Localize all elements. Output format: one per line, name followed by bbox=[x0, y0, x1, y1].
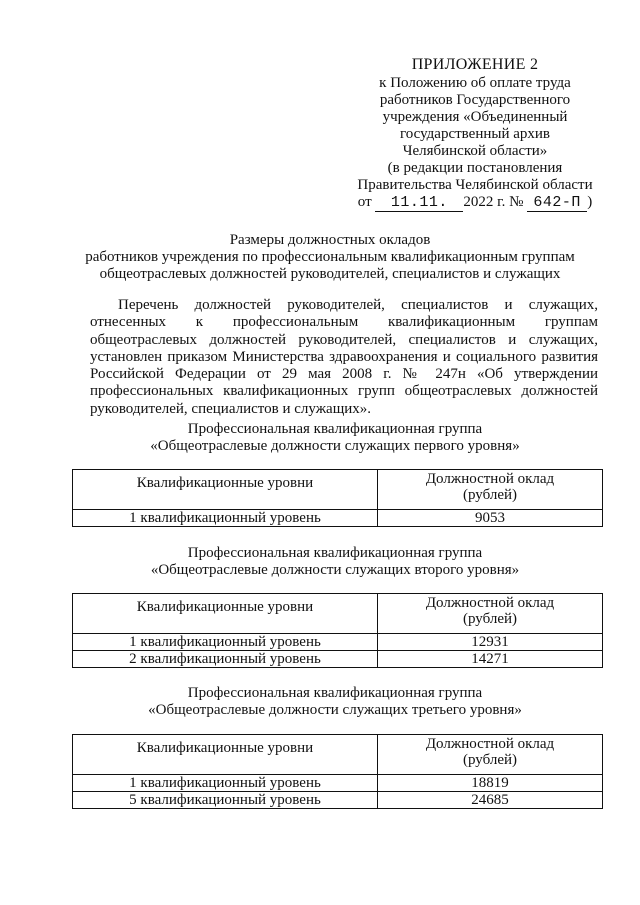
salary-table bbox=[72, 593, 603, 668]
heading-line: Размеры должностных окладов bbox=[229, 232, 431, 248]
group-title-line: «Общеотраслевые должности служащих первого уровня» bbox=[150, 438, 520, 454]
level-cell: 2 квалификационный уровень bbox=[73, 651, 378, 668]
resolution-date-line bbox=[340, 194, 610, 212]
table-row bbox=[73, 510, 603, 527]
group-title-line: Профессиональная квалификационная группа bbox=[187, 545, 483, 561]
heading-line: общеотраслевых должностей руководителей, специалистов и служащих bbox=[99, 266, 561, 282]
appendix-title: ПРИЛОЖЕНИЕ 2 bbox=[411, 56, 539, 73]
level-cell: 1 квалификационный уровень bbox=[73, 775, 378, 792]
group-title-line: Профессиональная квалификационная группа bbox=[187, 421, 483, 437]
group-title-line: «Общеотраслевые должности служащих второго уровня» bbox=[150, 562, 520, 578]
header-salary-unit: (рублей) bbox=[462, 611, 518, 627]
salary-cell: 9053 bbox=[378, 510, 603, 527]
date-year: 2022 г. № bbox=[463, 194, 524, 210]
resolution-number-value: 642-П bbox=[533, 194, 581, 211]
resolution-date-value: 11.11. bbox=[390, 194, 448, 211]
salary-table bbox=[72, 469, 603, 527]
appendix-line: Челябинской области» bbox=[402, 143, 548, 159]
table-row bbox=[73, 634, 603, 651]
table-header-row bbox=[73, 735, 603, 775]
header-salary-unit: (рублей) bbox=[462, 752, 518, 768]
group-title bbox=[120, 685, 550, 719]
document-heading bbox=[60, 232, 600, 283]
intro-paragraph-text: Перечень должностей руководителей, специалистов и служащих, отнесенных к профессиональным квалификационным группам общеотраслевых должностей руководителей, специалистов и служащих, установлен приказом Министерства здравоохранения и социального развития Российской Федерации от 29 мая 2008 г. № 247н «Об утверждении профессиональных квалификационных групп общеотраслевых должностей руководителей, специалистов и служащих». bbox=[90, 297, 598, 417]
appendix-line: работников Государственного bbox=[379, 92, 571, 108]
group-title-line: «Общеотраслевые должности служащих третьего уровня» bbox=[148, 702, 522, 718]
header-cell-levels: Квалификационные уровни bbox=[73, 594, 378, 634]
date-suffix: ) bbox=[587, 194, 593, 210]
group-title bbox=[120, 545, 550, 579]
level-cell: 1 квалификационный уровень bbox=[73, 510, 378, 527]
appendix-header bbox=[340, 56, 610, 212]
salary-cell: 14271 bbox=[378, 651, 603, 668]
header-cell-salary bbox=[378, 594, 603, 634]
header-cell-salary bbox=[378, 735, 603, 775]
header-salary-line: Должностной оклад bbox=[425, 471, 555, 487]
appendix-line: (в редакции постановления bbox=[387, 160, 563, 176]
intro-paragraph bbox=[90, 297, 598, 418]
salary-cell: 12931 bbox=[378, 634, 603, 651]
appendix-line: к Положению об оплате труда bbox=[379, 75, 571, 91]
table-row bbox=[73, 775, 603, 792]
group-title bbox=[120, 421, 550, 455]
header-salary-line: Должностной оклад bbox=[425, 736, 555, 752]
header-cell-levels: Квалификационные уровни bbox=[73, 735, 378, 775]
header-cell-salary bbox=[378, 470, 603, 510]
salary-table bbox=[72, 734, 603, 809]
header-salary-unit: (рублей) bbox=[462, 487, 518, 503]
level-cell: 5 квалификационный уровень bbox=[73, 792, 378, 809]
appendix-line: учреждения «Объединенный bbox=[382, 109, 568, 125]
table-header-row bbox=[73, 594, 603, 634]
group-title-line: Профессиональная квалификационная группа bbox=[187, 685, 483, 701]
header-salary-line: Должностной оклад bbox=[425, 595, 555, 611]
appendix-line: государственный архив bbox=[400, 126, 550, 142]
resolution-date-field bbox=[375, 194, 463, 212]
date-prefix: от bbox=[357, 194, 372, 210]
heading-line: работников учреждения по профессиональным квалификационным группам bbox=[85, 249, 575, 265]
level-cell: 1 квалификационный уровень bbox=[73, 634, 378, 651]
salary-cell: 18819 bbox=[378, 775, 603, 792]
header-cell-levels: Квалификационные уровни bbox=[73, 470, 378, 510]
table-row bbox=[73, 792, 603, 809]
resolution-number-field bbox=[527, 194, 587, 212]
appendix-line: Правительства Челябинской области bbox=[357, 177, 593, 193]
salary-cell: 24685 bbox=[378, 792, 603, 809]
table-header-row bbox=[73, 470, 603, 510]
table-row bbox=[73, 651, 603, 668]
